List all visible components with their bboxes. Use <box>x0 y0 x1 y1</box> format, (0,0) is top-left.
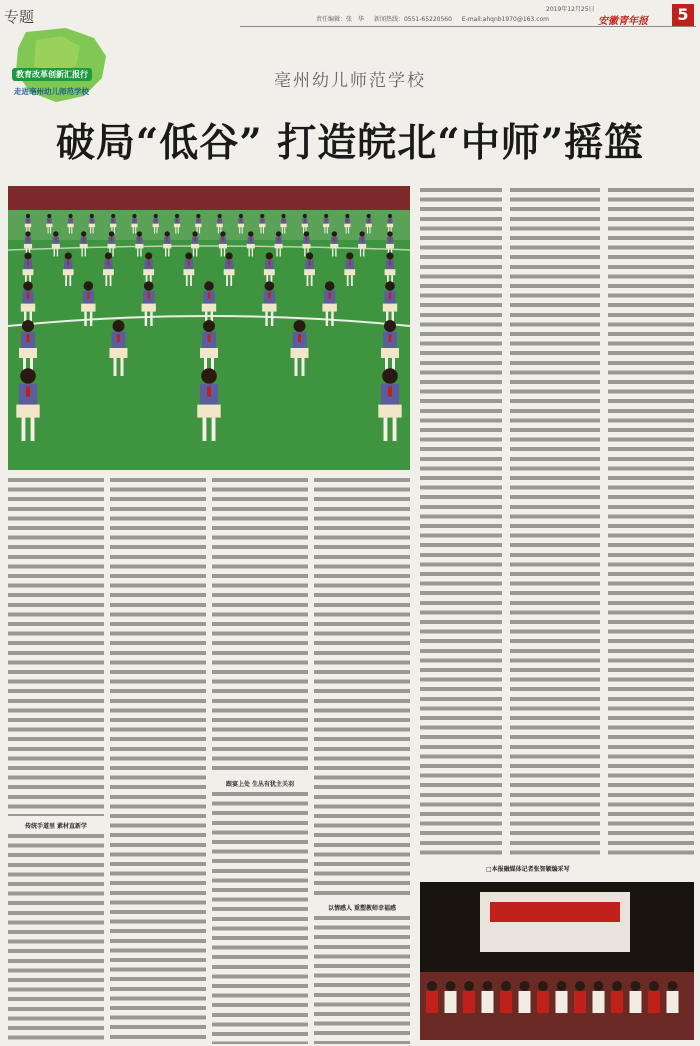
text-column-1b <box>8 834 104 1044</box>
editor-email: E-mail:ahqnb1970@163.com <box>461 16 550 23</box>
article-subtitle: 亳州幼儿师范学校 <box>274 71 426 91</box>
performer-figure <box>519 981 531 1013</box>
performer-figure <box>537 981 549 1013</box>
article-headline: 破局“低谷” 打造皖北“中师”摇篮 <box>55 120 645 166</box>
section-heading-2: 跟宴上处 生丛有犹主关羽 <box>225 781 295 788</box>
text-column-right-top <box>420 188 502 860</box>
page-header <box>0 0 700 120</box>
performer-figure <box>445 981 457 1013</box>
performer-figure <box>482 981 494 1013</box>
text-column-3 <box>212 478 308 774</box>
section-label: 专题 <box>4 8 35 26</box>
performer-figure <box>630 981 642 1013</box>
masthead-logo: 安徽青年报 <box>598 16 648 27</box>
text-column-1 <box>8 478 104 816</box>
news-hotline: 新闻热线：0551-65220560 <box>373 16 452 23</box>
section-heading-3: 以情感人 重塑教师幸福感 <box>327 905 397 912</box>
performance-photo <box>8 186 410 470</box>
performer-figure <box>463 981 475 1013</box>
performer-figure <box>574 981 586 1013</box>
performer-figure <box>426 981 438 1013</box>
performer-figure <box>556 981 568 1013</box>
badge-line2: 走进亳州幼儿师范学校 <box>14 87 89 96</box>
text-column-right-mid <box>510 188 600 860</box>
text-column-4 <box>314 478 410 898</box>
text-column-4b <box>314 916 410 1044</box>
section-heading-1: 传统手道里 素材直新学 <box>24 823 88 830</box>
issue-date: 2019年12月25日 <box>546 6 595 13</box>
reporter-byline: □本报融媒体记者张智颖编采写 <box>486 866 570 873</box>
performer-figure <box>648 981 660 1013</box>
text-column-2 <box>110 478 206 1044</box>
text-column-right-far <box>608 188 694 860</box>
editor-name: 责任编辑：张 华 <box>316 16 365 23</box>
page-number: 5 <box>672 4 694 26</box>
text-column-3b <box>212 792 308 1044</box>
badge-line1: 教育改革创新汇报行 <box>12 68 92 81</box>
performer-figure <box>611 981 623 1013</box>
performer-figure <box>667 981 679 1013</box>
editor-meta <box>316 14 557 23</box>
stage-photo <box>420 882 694 1040</box>
performer-figure <box>500 981 512 1013</box>
performer-figure <box>593 981 605 1013</box>
